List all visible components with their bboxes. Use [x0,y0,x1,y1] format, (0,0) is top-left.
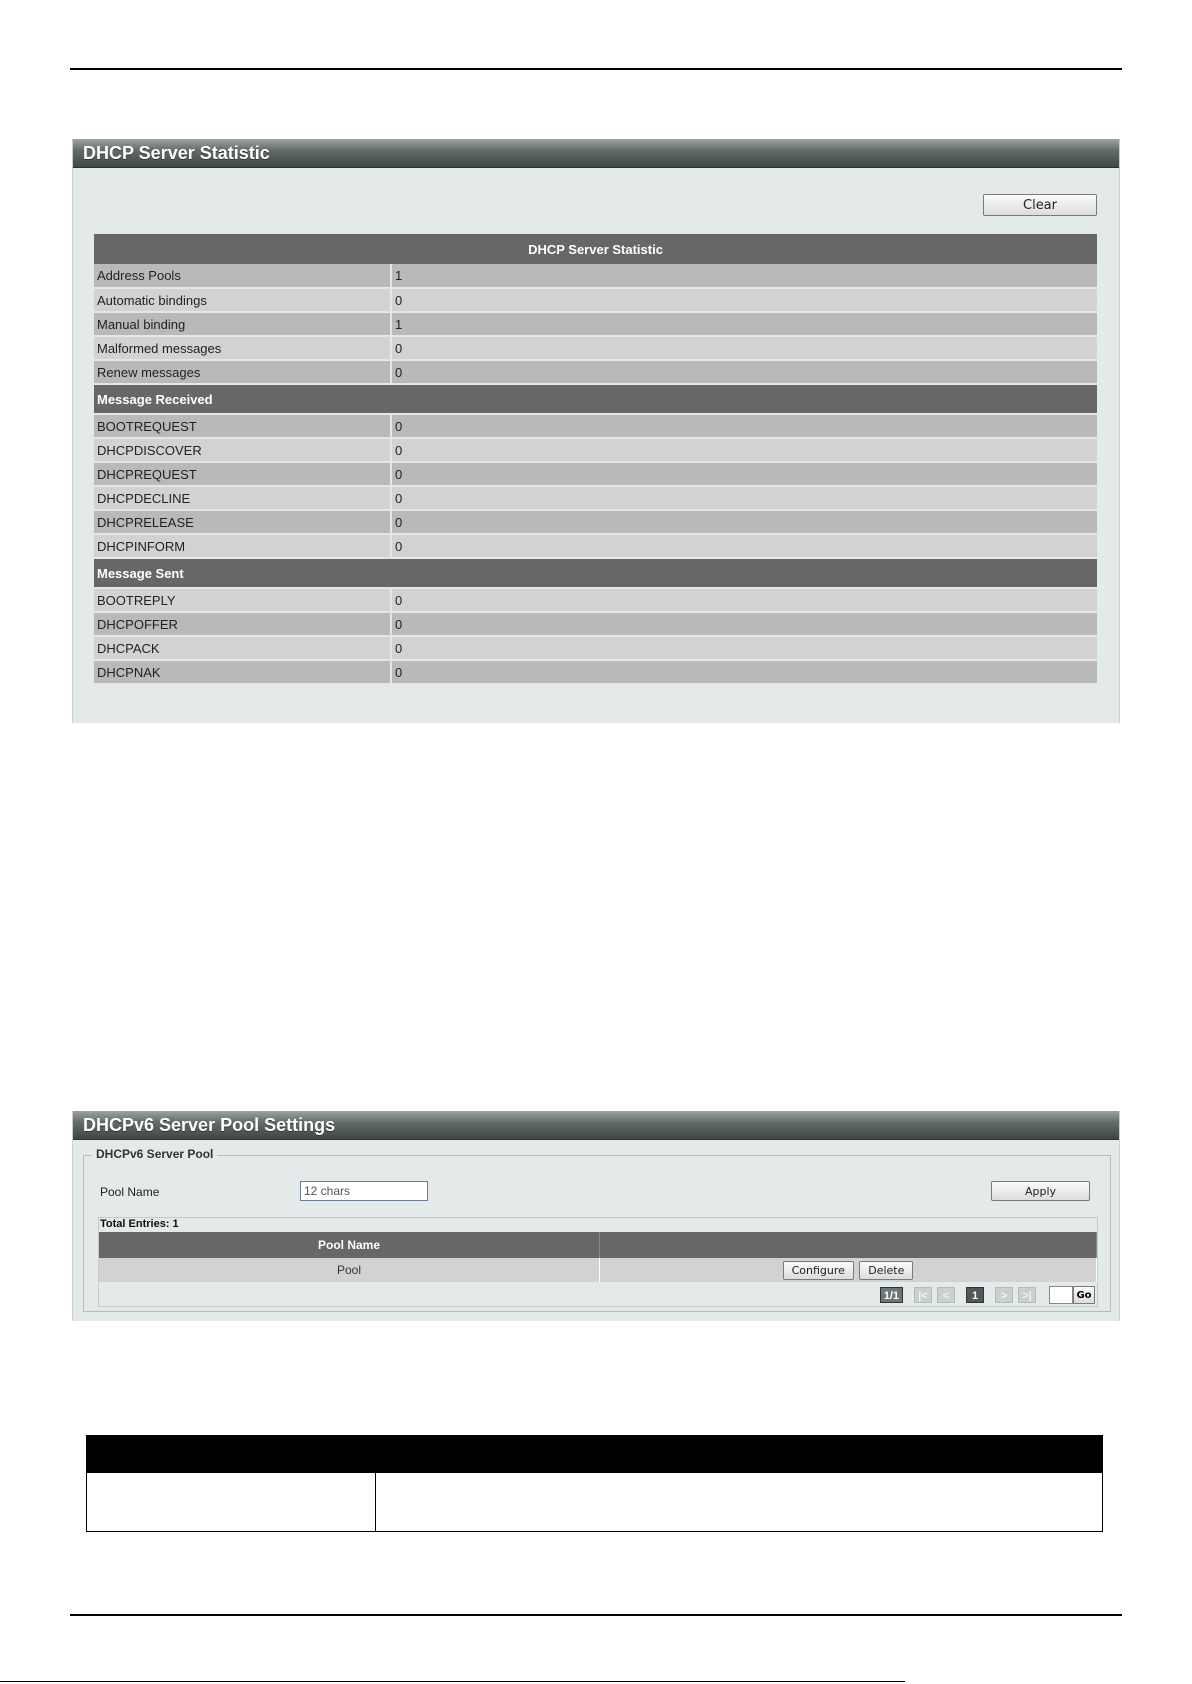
description-cell [376,1473,1103,1532]
pool-name-cell: Pool [99,1258,600,1282]
last-page-button[interactable]: >| [1018,1287,1036,1303]
pool-table [99,1232,1097,1282]
stat-value: 0 [391,360,1097,384]
stat-value: 0 [391,414,1097,438]
table-row [94,462,1097,486]
stat-label: DHCPINFORM [94,534,391,558]
table-row [99,1258,1097,1282]
header-rule [70,68,1122,70]
stat-value: 0 [391,438,1097,462]
stat-label: DHCPREQUEST [94,462,391,486]
table-row [94,414,1097,438]
statistic-table [94,234,1097,685]
description-header-cell [376,1436,1103,1473]
page-number-input[interactable] [1049,1286,1073,1304]
panel-title: DHCPv6 Server Pool Settings [73,1111,1119,1140]
stat-label: Manual binding [94,312,391,336]
dhcp-server-statistic-panel [72,139,1120,723]
stat-value: 1 [391,264,1097,288]
stat-value: 0 [391,336,1097,360]
next-page-button[interactable]: > [995,1287,1013,1303]
stat-value: 1 [391,312,1097,336]
stat-value: 0 [391,588,1097,612]
table-row [94,612,1097,636]
section-header-received [94,384,1097,414]
stat-label: DHCPDECLINE [94,486,391,510]
stat-value: 0 [391,288,1097,312]
table-row [94,486,1097,510]
page-info: 1/1 [880,1287,903,1303]
configure-button[interactable]: Configure [783,1261,854,1280]
stat-label: BOOTREPLY [94,588,391,612]
table-row [94,360,1097,384]
table-row [87,1473,1103,1532]
stat-label: DHCPNAK [94,660,391,684]
go-button[interactable]: Go [1073,1286,1095,1304]
table-row [94,336,1097,360]
total-entries: Total Entries: 1 [100,1218,179,1230]
current-page[interactable]: 1 [966,1287,984,1303]
column-header-pool-name: Pool Name [99,1232,600,1258]
footer-rule [70,1614,1122,1616]
column-header-actions [600,1232,1097,1258]
pool-name-input[interactable] [300,1181,428,1201]
stat-value: 0 [391,636,1097,660]
stat-value: 0 [391,612,1097,636]
table-row [94,438,1097,462]
pool-name-label: Pool Name [100,1185,160,1199]
fieldset-legend: DHCPv6 Server Pool [92,1147,217,1161]
table-row [94,660,1097,684]
stat-label: DHCPOFFER [94,612,391,636]
table-row [94,312,1097,336]
stat-value: 0 [391,486,1097,510]
parameter-table [86,1435,1103,1532]
apply-button[interactable]: Apply [991,1181,1090,1201]
stat-label: BOOTREQUEST [94,414,391,438]
dhcpv6-server-pool-panel [72,1111,1120,1321]
section-title: Message Received [94,384,1097,414]
stat-value: 0 [391,510,1097,534]
delete-button[interactable]: Delete [859,1261,913,1280]
clear-button[interactable]: Clear [983,194,1097,216]
stat-label: DHCPDISCOVER [94,438,391,462]
table-row [94,636,1097,660]
actions-cell [600,1258,1097,1282]
stat-value: 0 [391,660,1097,684]
stat-label: DHCPRELEASE [94,510,391,534]
parameter-cell [87,1473,376,1532]
stat-value: 0 [391,534,1097,558]
stat-label: Automatic bindings [94,288,391,312]
pagination [880,1286,1095,1304]
table-row [94,588,1097,612]
section-header-sent [94,558,1097,588]
pool-fieldset [83,1147,1111,1312]
entries-box [98,1217,1098,1307]
prev-page-button[interactable]: < [937,1287,955,1303]
page-edge-rule [0,1681,905,1682]
stat-label: Address Pools [94,264,391,288]
panel-title: DHCP Server Statistic [73,139,1119,168]
parameter-header-cell [87,1436,376,1473]
table-row [94,510,1097,534]
table-caption: DHCP Server Statistic [94,234,1097,264]
section-title: Message Sent [94,558,1097,588]
stat-label: DHCPACK [94,636,391,660]
table-row [94,264,1097,288]
first-page-button[interactable]: |< [914,1287,932,1303]
stat-label: Malformed messages [94,336,391,360]
table-row [94,534,1097,558]
table-row [94,288,1097,312]
stat-label: Renew messages [94,360,391,384]
stat-value: 0 [391,462,1097,486]
